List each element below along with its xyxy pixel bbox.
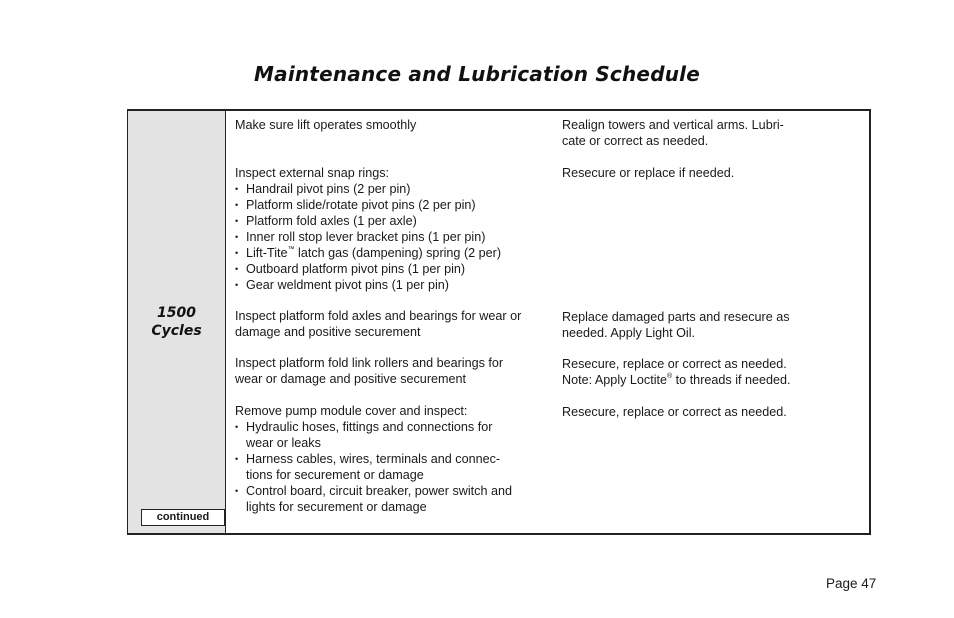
list-item-continuation: tions for securement or damage — [246, 468, 424, 482]
action-text: Resecure or replace if needed. — [562, 166, 735, 180]
trademark-name: Lift-Tite — [246, 246, 288, 260]
row-5-action — [562, 404, 862, 420]
list-item: • Platform fold axles (1 per axle) — [235, 213, 553, 229]
procedure-text: Make sure lift operates smoothly — [235, 118, 417, 132]
row-1-action — [562, 117, 862, 149]
interval-label — [128, 304, 225, 340]
action-text: needed. Apply Light Oil. — [562, 326, 696, 340]
list-item: • Gear weldment pivot pins (1 per pin) — [235, 277, 553, 293]
list-item: • Harness cables, wires, terminals and connec- — [235, 451, 553, 467]
list-item-continuation: wear or leaks — [246, 436, 321, 450]
continued-badge: continued — [141, 509, 225, 526]
procedure-text: Inspect platform fold link rollers and bearings for — [235, 356, 504, 370]
note-label: Note: Apply Loctite — [562, 373, 668, 387]
note-rest: to threads if needed. — [672, 373, 791, 387]
list-item: • Hydraulic hoses, fittings and connections for — [235, 419, 553, 435]
page-title: Maintenance and Lubrication Schedule — [254, 62, 700, 86]
list-item-rest: latch gas (dampening) spring (2 per) — [294, 246, 502, 260]
procedure-text: damage and positive securement — [235, 325, 421, 339]
interval-unit: Cycles — [151, 323, 202, 339]
row-5-procedure — [235, 403, 553, 515]
list-item-continuation: lights for securement or damage — [246, 500, 427, 514]
schedule-table — [127, 109, 871, 535]
list-item: • Control board, circuit breaker, power switch and — [235, 483, 553, 499]
list-item — [235, 245, 553, 261]
row-3-procedure — [235, 308, 553, 340]
procedure-heading: Remove pump module cover and inspect: — [235, 404, 468, 418]
procedure-heading: Inspect external snap rings: — [235, 166, 390, 180]
interval-column — [128, 111, 226, 533]
row-1-procedure — [235, 117, 553, 133]
row-4-action — [562, 356, 862, 388]
row-2-action — [562, 165, 862, 181]
procedure-text: wear or damage and positive securement — [235, 372, 467, 386]
trademark-symbol: ™ — [287, 246, 295, 253]
registered-symbol: ® — [667, 373, 673, 380]
row-3-action — [562, 309, 862, 341]
list-item: • Outboard platform pivot pins (1 per pin) — [235, 261, 553, 277]
action-text: Resecure, replace or correct as needed. — [562, 405, 787, 419]
action-text: Realign towers and vertical arms. Lubri- — [562, 118, 784, 132]
action-text: Replace damaged parts and resecure as — [562, 310, 790, 324]
row-4-procedure — [235, 355, 553, 387]
procedure-text: Inspect platform fold axles and bearings for wear or — [235, 309, 522, 323]
row-2-procedure — [235, 165, 553, 293]
action-text: Resecure, replace or correct as needed. — [562, 357, 787, 371]
action-text: cate or correct as needed. — [562, 134, 709, 148]
list-item: • Platform slide/rotate pivot pins (2 per pin) — [235, 197, 553, 213]
list-item: • Inner roll stop lever bracket pins (1 per pin) — [235, 229, 553, 245]
interval-number: 1500 — [157, 305, 196, 321]
page-number: Page 47 — [826, 576, 877, 591]
list-item: • Handrail pivot pins (2 per pin) — [235, 181, 553, 197]
action-text — [562, 372, 862, 388]
